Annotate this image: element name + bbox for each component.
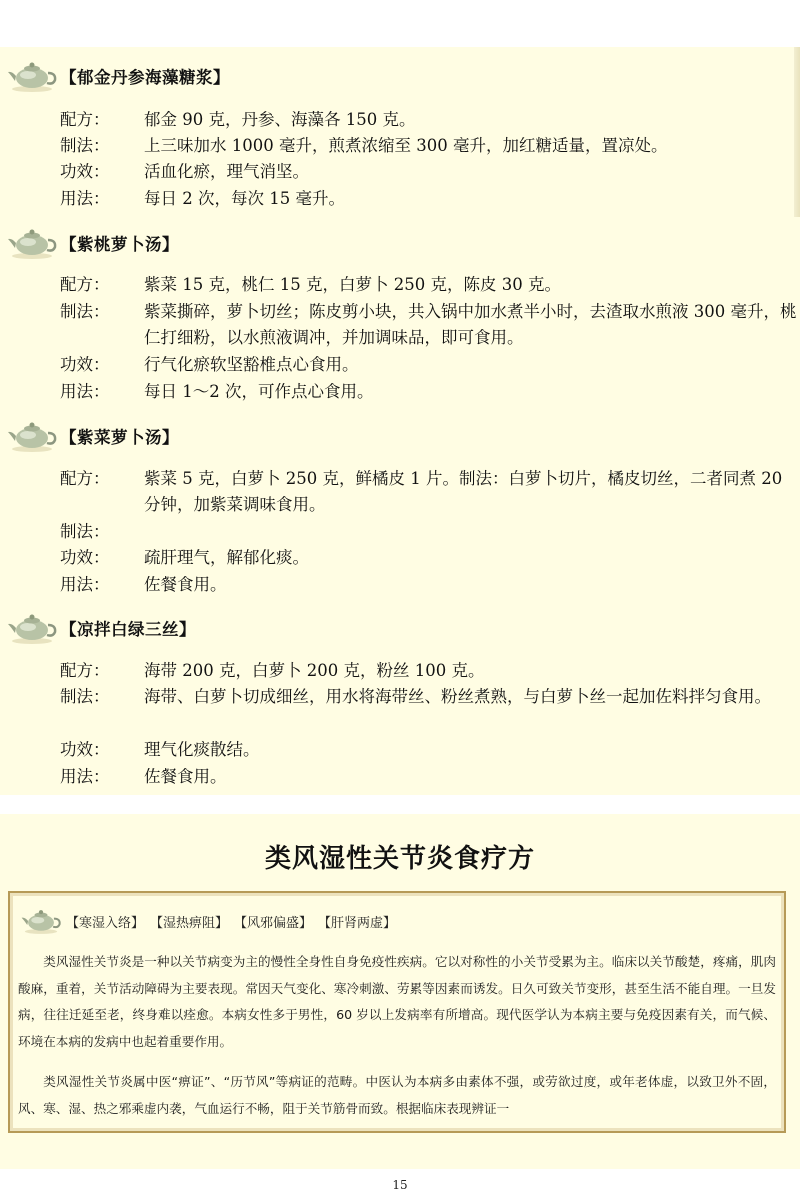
recipe-title-text: 【郁金丹参海藻糖浆】	[60, 68, 230, 87]
recipe-title-text: 【紫桃萝卜汤】	[60, 235, 179, 254]
recipe-row	[60, 379, 800, 405]
row-label: 用法：	[60, 189, 110, 208]
row-text: 紫菜 15 克，桃仁 15 克，白萝卜 250 克，陈皮 30 克。	[144, 275, 561, 294]
recipe-row	[60, 737, 800, 763]
row-text	[144, 519, 800, 545]
row-label: 制法：	[60, 687, 110, 706]
tag-cold-damp[interactable]: 【寒湿入络】	[66, 915, 145, 931]
recipe-row	[60, 466, 800, 518]
paragraph-2: 类风湿性关节炎属中医“痹证”、“历节风”等病证的范畴。中医认为本病多由素体不强，或劳欲过度，或年老体虚，以致卫外不固，风、寒、湿、热之邪乘虚内袭，气血运行不畅，阻于关节筋骨而致。根据临床表现辨证一	[18, 1074, 776, 1116]
row-text: 海带 200 克，白萝卜 200 克，粉丝 100 克。	[144, 661, 485, 680]
row-label: 配方：	[60, 275, 110, 294]
recipe-row	[60, 186, 800, 212]
teapot-icon	[6, 611, 58, 645]
teapot-icon	[6, 59, 58, 93]
recipe-row	[60, 764, 800, 790]
recipe-row	[60, 272, 800, 298]
row-label: 制法：	[60, 136, 110, 155]
paragraph-1: 类风湿性关节炎是一种以关节病变为主的慢性全身性自身免疫性疾病。它以对称性的小关节受累为主。临床以关节酸楚，疼痛，肌肉酸麻，重着，关节活动障碍为主要表现。常因天气变化、寒冷刺激、劳累等因素而诱发。日久可致关节变形，甚至生活不能自理。一旦发病，往往迁延至老，终身难以痊愈。本病女性多于男性，60 岁以上发病率有所增高。现代医学认为本病主要与免疫因素有关，而气候、环境在本病的发病中也起着重要作用。	[18, 954, 776, 1049]
recipe-row	[60, 684, 800, 710]
recipe-row	[60, 658, 800, 684]
row-label: 制法：	[60, 522, 110, 541]
recipe-row	[60, 572, 800, 598]
recipe-row	[60, 299, 800, 351]
row-label: 制法：	[60, 302, 110, 321]
section-content-box	[8, 891, 786, 1133]
recipe-row	[60, 133, 800, 159]
row-label: 配方：	[60, 110, 110, 129]
row-label: 功效：	[60, 740, 110, 759]
row-text: 郁金 90 克，丹参、海藻各 150 克。	[144, 110, 416, 129]
row-text: 理气化痰散结。	[144, 740, 260, 759]
subtype-tags	[20, 907, 402, 935]
teapot-icon	[6, 419, 58, 453]
row-text: 紫菜 5 克，白萝卜 250 克，鲜橘皮 1 片。制法：白萝卜切片，橘皮切丝，二者同煮 20 分钟，加紫菜调味食用。	[144, 469, 783, 514]
recipe-title-4	[6, 611, 196, 645]
recipe-row	[60, 352, 800, 378]
row-text: 海带、白萝卜切成细丝，用水将海带丝、粉丝煮熟，与白萝卜丝一起加佐料拌匀食用。	[144, 687, 771, 706]
page-number: 15	[392, 1178, 408, 1192]
row-text: 行气化瘀软坚豁椎点心食用。	[144, 355, 359, 374]
row-label: 功效：	[60, 162, 110, 181]
row-label: 功效：	[60, 355, 110, 374]
recipe-title-text: 【凉拌白绿三丝】	[60, 620, 196, 639]
row-text: 上三味加水 1000 毫升，煎煮浓缩至 300 毫升，加红糖适量，置凉处。	[144, 136, 668, 155]
recipe-title-1	[6, 59, 230, 93]
recipe-title-text: 【紫菜萝卜汤】	[60, 428, 179, 447]
row-label: 配方：	[60, 469, 110, 488]
row-text: 活血化瘀，理气消坚。	[144, 162, 309, 181]
recipe-row	[60, 159, 800, 185]
teapot-icon	[6, 226, 58, 260]
row-text: 每日 1～2 次，可作点心食用。	[144, 382, 374, 401]
row-text: 佐餐食用。	[144, 575, 227, 594]
section-title: 类风湿性关节炎食疗方	[264, 844, 535, 874]
row-label: 用法：	[60, 382, 110, 401]
row-label: 功效：	[60, 548, 110, 567]
tag-liver-kidney[interactable]: 【肝肾两虚】	[318, 915, 397, 931]
tag-damp-heat[interactable]: 【湿热痹阻】	[150, 915, 229, 931]
tag-wind-evil[interactable]: 【风邪偏盛】	[234, 915, 313, 931]
row-label: 用法：	[60, 575, 110, 594]
row-text: 佐餐食用。	[144, 767, 227, 786]
row-text: 紫菜撕碎，萝卜切丝；陈皮剪小块，共入锅中加水煮半小时，去渣取水煎液 300 毫升，桃仁打细粉，以水煎液调冲，并加调味品，即可食用。	[144, 302, 797, 347]
recipe-row	[60, 545, 800, 571]
recipe-title-2	[6, 226, 179, 260]
recipe-title-3	[6, 419, 179, 453]
recipe-row	[60, 107, 800, 133]
row-text: 每日 2 次，每次 15 毫升。	[144, 189, 345, 208]
row-label: 配方：	[60, 661, 110, 680]
row-label: 用法：	[60, 767, 110, 786]
teapot-icon	[20, 907, 62, 935]
row-text: 疏肝理气，解郁化痰。	[144, 548, 309, 567]
recipe-row	[60, 519, 800, 545]
